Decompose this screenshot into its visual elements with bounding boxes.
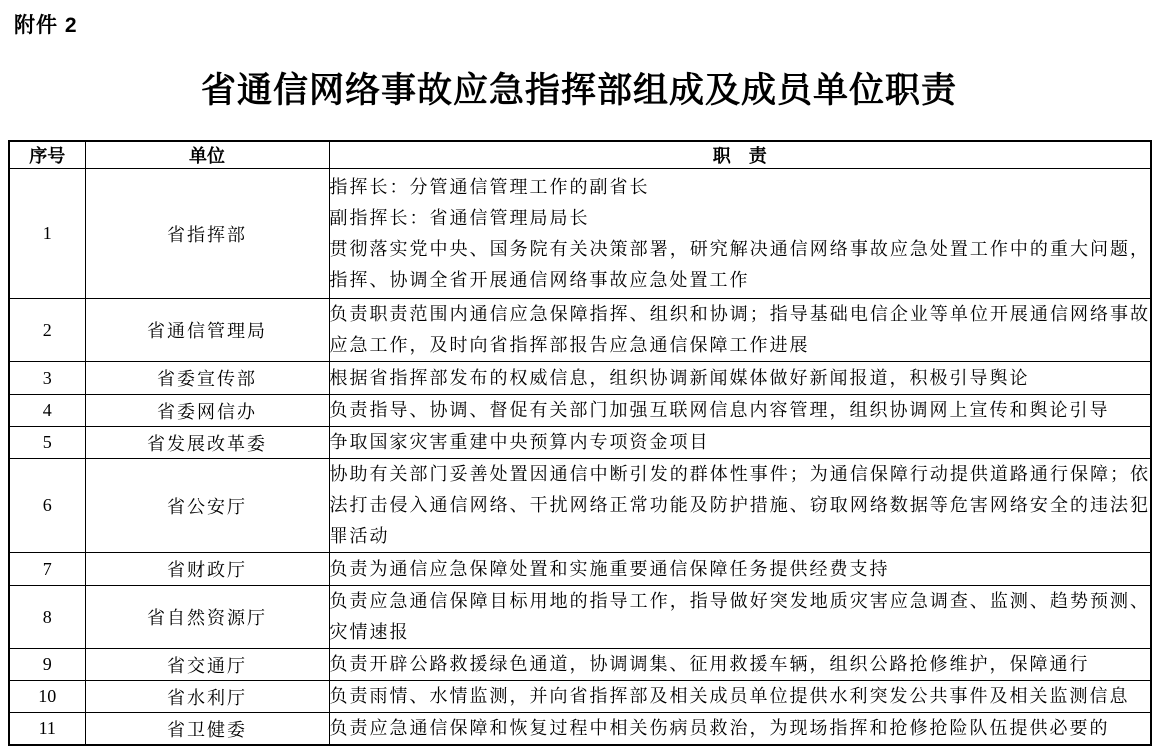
row-number: 4 bbox=[9, 395, 85, 427]
attachment-label: 附件 2 bbox=[14, 14, 78, 37]
table-row bbox=[9, 713, 1151, 746]
duty-line: 负责为通信应急保障处置和实施重要通信保障任务提供经费支持 bbox=[329, 558, 890, 579]
row-duty bbox=[329, 362, 1151, 395]
duty-line: 副指挥长：省通信管理局局长 bbox=[329, 207, 590, 228]
table-row bbox=[9, 649, 1151, 681]
row-number: 5 bbox=[9, 427, 85, 459]
table-row bbox=[9, 362, 1151, 395]
table-row bbox=[9, 169, 1151, 299]
row-number: 1 bbox=[9, 169, 85, 299]
row-number: 10 bbox=[9, 681, 85, 713]
row-duty bbox=[329, 427, 1151, 459]
row-number: 6 bbox=[9, 459, 85, 553]
row-unit: 省通信管理局 bbox=[85, 299, 329, 362]
row-number: 8 bbox=[9, 586, 85, 649]
table-row bbox=[9, 586, 1151, 649]
row-duty bbox=[329, 299, 1151, 362]
duty-line: 指挥长：分管通信管理工作的副省长 bbox=[329, 176, 650, 197]
row-number: 2 bbox=[9, 299, 85, 362]
duty-line: 负责开辟公路救援绿色通道，协调调集、征用救援车辆，组织公路抢修维护，保障通行 bbox=[329, 654, 1090, 674]
row-unit: 省水利厅 bbox=[85, 681, 329, 713]
row-duty bbox=[329, 553, 1151, 586]
row-unit: 省自然资源厅 bbox=[85, 586, 329, 649]
page-title: 省通信网络事故应急指挥部组成及成员单位职责 bbox=[200, 71, 957, 110]
duty-line: 负责指导、协调、督促有关部门加强互联网信息内容管理，组织协调网上宣传和舆论引导 bbox=[329, 400, 1110, 420]
duty-line: 负责应急通信保障目标用地的指导工作，指导做好突发地质灾害应急调查、监测、趋势预测、灾情速报 bbox=[329, 591, 1150, 642]
row-number: 9 bbox=[9, 649, 85, 681]
duty-line: 争取国家灾害重建中央预算内专项资金项目 bbox=[329, 432, 710, 452]
row-duty bbox=[329, 586, 1151, 649]
responsibility-table bbox=[8, 140, 1152, 746]
duty-line: 协助有关部门妥善处置因通信中断引发的群体性事件；为通信保障行动提供道路通行保障；依法打击侵入通信网络、干扰网络正常功能及防护措施、窃取网络数据等危害网络安全的违法犯罪活动 bbox=[329, 464, 1150, 546]
row-unit: 省委网信办 bbox=[85, 395, 329, 427]
header-unit: 单位 bbox=[85, 141, 329, 169]
duty-line: 负责应急通信保障和恢复过程中相关伤病员救治，为现场指挥和抢修抢险队伍提供必要的 bbox=[329, 718, 1110, 738]
row-unit: 省指挥部 bbox=[85, 169, 329, 299]
row-duty bbox=[329, 649, 1151, 681]
row-number: 3 bbox=[9, 362, 85, 395]
row-number: 7 bbox=[9, 553, 85, 586]
duty-line: 贯彻落实党中央、国务院有关决策部署，研究解决通信网络事故应急处置工作中的重大问题，指挥、协调全省开展通信网络事故应急处置工作 bbox=[329, 238, 1150, 290]
header-serial-number: 序号 bbox=[9, 141, 85, 169]
table-row bbox=[9, 459, 1151, 553]
row-unit: 省财政厅 bbox=[85, 553, 329, 586]
duty-line: 负责职责范围内通信应急保障指挥、组织和协调；指导基础电信企业等单位开展通信网络事故应急工作，及时向省指挥部报告应急通信保障工作进展 bbox=[329, 304, 1150, 355]
duty-line: 负责雨情、水情监测，并向省指挥部及相关成员单位提供水利突发公共事件及相关监测信息 bbox=[329, 686, 1130, 706]
row-unit: 省交通厅 bbox=[85, 649, 329, 681]
row-unit: 省卫健委 bbox=[85, 713, 329, 746]
table-row bbox=[9, 681, 1151, 713]
row-unit: 省发展改革委 bbox=[85, 427, 329, 459]
row-duty bbox=[329, 459, 1151, 553]
table-row bbox=[9, 299, 1151, 362]
table-row bbox=[9, 395, 1151, 427]
row-unit: 省委宣传部 bbox=[85, 362, 329, 395]
duty-line: 根据省指挥部发布的权威信息，组织协调新闻媒体做好新闻报道，积极引导舆论 bbox=[329, 367, 1030, 388]
table-row bbox=[9, 553, 1151, 586]
table-header-row bbox=[9, 141, 1151, 169]
row-unit: 省公安厅 bbox=[85, 459, 329, 553]
row-number: 11 bbox=[9, 713, 85, 746]
row-duty bbox=[329, 395, 1151, 427]
row-duty bbox=[329, 169, 1151, 299]
table-row bbox=[9, 427, 1151, 459]
row-duty bbox=[329, 681, 1151, 713]
row-duty bbox=[329, 713, 1151, 746]
header-responsibility: 职 责 bbox=[329, 141, 1151, 169]
